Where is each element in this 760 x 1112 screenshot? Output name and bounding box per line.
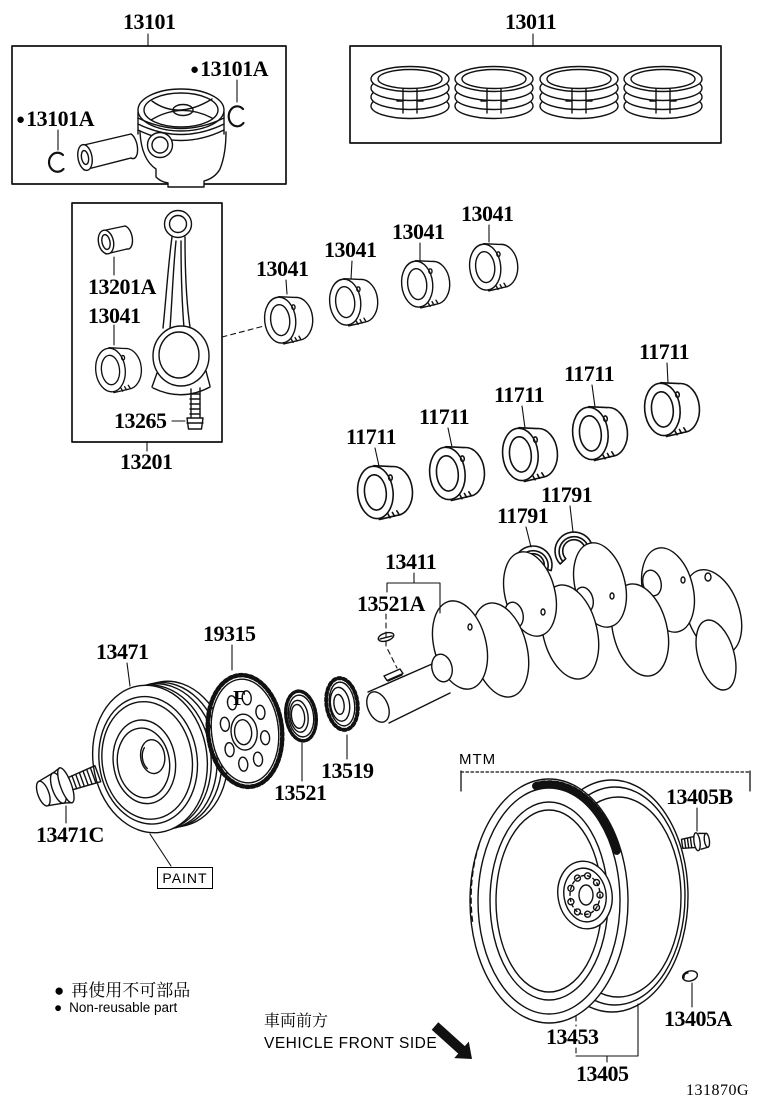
part-label-13405B: 13405B — [666, 784, 733, 809]
mtm-label: MTM — [459, 751, 497, 768]
part-label-13041-4: 13041 — [461, 201, 514, 226]
part-label-13521A: 13521A — [357, 591, 425, 616]
part-label-13265: 13265 — [114, 408, 167, 433]
part-label-13453: 13453 — [546, 1024, 599, 1049]
part-number: 13101A — [26, 106, 94, 131]
piston-drawing — [138, 89, 226, 187]
rod-bushing-drawing — [96, 226, 132, 255]
part-number: 13101A — [200, 56, 268, 81]
part-label-13471: 13471 — [96, 639, 149, 664]
part-label-13521: 13521 — [274, 780, 327, 805]
part-label-11791-1: 11791 — [497, 503, 549, 528]
legend-non-reusable-jp — [54, 976, 190, 1001]
part-label-11711-2: 11711 — [419, 404, 470, 429]
piston-pin-drawing — [76, 134, 138, 172]
connecting-rod-drawing — [152, 211, 210, 395]
flywheel-drawing — [470, 779, 688, 1023]
part-label-13519: 13519 — [321, 758, 374, 783]
legend-text-jp: 再使用不可部品 — [71, 981, 191, 1000]
part-label-19315: 19315 — [203, 621, 256, 646]
diagram-code: 131870G — [686, 1082, 750, 1099]
pin-snap-ring-right — [229, 106, 244, 126]
part-label-11711-3: 11711 — [494, 382, 545, 407]
part-label-11711-1: 11711 — [346, 424, 397, 449]
part-label-13011: 13011 — [505, 9, 557, 34]
non-reusable-bullet-icon: ● — [190, 62, 200, 78]
timing-sprocket-drawing — [283, 689, 320, 743]
vehicle-front-jp: 車両前方 — [264, 1013, 329, 1030]
part-label-13201: 13201 — [120, 449, 173, 474]
vehicle-front-arrow-icon — [432, 1022, 472, 1059]
paint-note-box: PAINT — [157, 867, 213, 889]
part-label-13471C: 13471C — [36, 822, 104, 847]
part-label-11711-4: 11711 — [564, 361, 615, 386]
sensor-plate-drawing — [323, 676, 361, 732]
rod-bolt-drawing — [187, 388, 203, 429]
part-label-13101A-right — [190, 58, 268, 80]
part-label-13041-3: 13041 — [392, 219, 445, 244]
part-label-11711-5: 11711 — [639, 339, 690, 364]
part-label-13405: 13405 — [576, 1061, 629, 1086]
non-reusable-bullet-icon: ● — [16, 112, 26, 128]
part-label-13041-2: 13041 — [324, 237, 377, 262]
part-label-13101: 13101 — [123, 9, 176, 34]
part-label-13405A: 13405A — [664, 1006, 732, 1031]
legend-non-reusable-en — [54, 1000, 177, 1015]
flywheel-bolt-drawing — [681, 831, 711, 853]
flywheel-pin-drawing — [682, 969, 699, 982]
non-reusable-bullet-icon: ● — [54, 981, 65, 1000]
part-label-11791-2: 11791 — [541, 482, 593, 507]
part-label-13201A: 13201A — [88, 274, 156, 299]
part-label-13041-1: 13041 — [256, 256, 309, 281]
part-label-13101A-left — [16, 108, 94, 130]
vehicle-front-en: VEHICLE FRONT SIDE — [264, 1035, 438, 1052]
part-label-13041-inbox: 13041 — [88, 303, 141, 328]
pin-snap-ring-left — [49, 153, 63, 172]
piston-ring-sets-drawing — [371, 67, 702, 119]
gear-f-marking: F — [233, 686, 246, 710]
non-reusable-bullet-icon: ● — [54, 1000, 63, 1015]
part-label-13411: 13411 — [385, 549, 437, 574]
legend-text-en: Non-reusable part — [69, 1000, 178, 1015]
